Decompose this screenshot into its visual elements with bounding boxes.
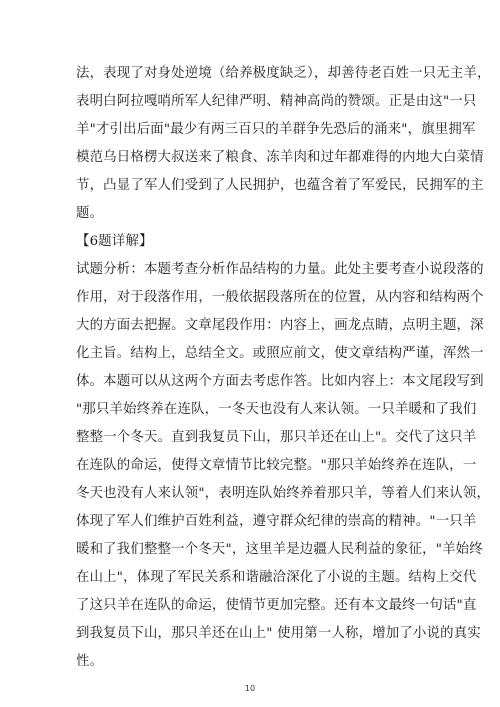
text-line: 法，表现了对身处逆境（给养极度缺乏），却善待老百姓一只无主羊， xyxy=(76,66,491,81)
text-line: 在山上"，体现了军民关系和谐融洽深化了小说的主题。结构上交代 xyxy=(76,570,477,585)
text-line: "那只羊始终养在连队，一冬天也没有人来认领。一只羊暖和了我们 xyxy=(76,402,477,417)
text-line: 到我复员下山，那只羊还在山上" 使用第一人称，增加了小说的真实 xyxy=(76,626,481,641)
text-line: 题。 xyxy=(76,206,104,221)
text-line: 模范乌日格楞大叔送来了粮食、冻羊肉和过年都难得的内地大白菜情 xyxy=(76,150,484,165)
text-line: 作用，对于段落作用，一般依据段落所在的位置，从内容和结构两个 xyxy=(76,290,484,305)
text-line: 冬天也没有人来认领"，表明连队始终养着那只羊，等着人们来认领， xyxy=(76,486,491,501)
text-line: 性。 xyxy=(76,654,104,669)
text-line: 试题分析：本题考查分析作品结构的力量。此处主要考查小说段落的 xyxy=(76,262,484,277)
section-heading: 【6题详解】 xyxy=(76,234,153,249)
text-line: 羊"才引出后面"最少有两三百只的羊群争先恐后的涌来"，旗里拥军 xyxy=(76,122,476,137)
text-line: 节，凸显了军人们受到了人民拥护，也蕴含着了军爱民，民拥军的主 xyxy=(76,178,484,193)
text-line: 大的方面去把握。文章尾段作用：内容上，画龙点睛，点明主题，深 xyxy=(76,318,484,333)
text-line: 表明白阿拉嘎哨所军人纪律严明、精神高尚的赞颂。正是由这"一只 xyxy=(76,94,477,109)
text-line: 了这只羊在连队的命运，使情节更加完整。还有本文最终一句话"直 xyxy=(76,598,477,613)
page-number: 10 xyxy=(244,684,256,693)
text-line: 体。本题可以从这两个方面去考虑作答。比如内容上：本文尾段写到 xyxy=(76,374,484,389)
text-line: 整整一个冬天。直到我复员下山，那只羊还在山上"。交代了这只羊 xyxy=(76,430,477,445)
text-line: 暖和了我们整整一个冬天"，这里羊是边疆人民利益的象征，"羊始终 xyxy=(76,542,483,557)
text-line: 体现了军人们维护百姓利益，遵守群众纪律的崇高的精神。"一只羊 xyxy=(76,514,477,529)
text-line: 在连队的命运，使得文章情节比较完整。"那只羊始终养在连队，一 xyxy=(76,458,477,473)
text-line: 化主旨。结构上，总结全文。或照应前文，使文章结构严谨，浑然一 xyxy=(76,346,484,361)
